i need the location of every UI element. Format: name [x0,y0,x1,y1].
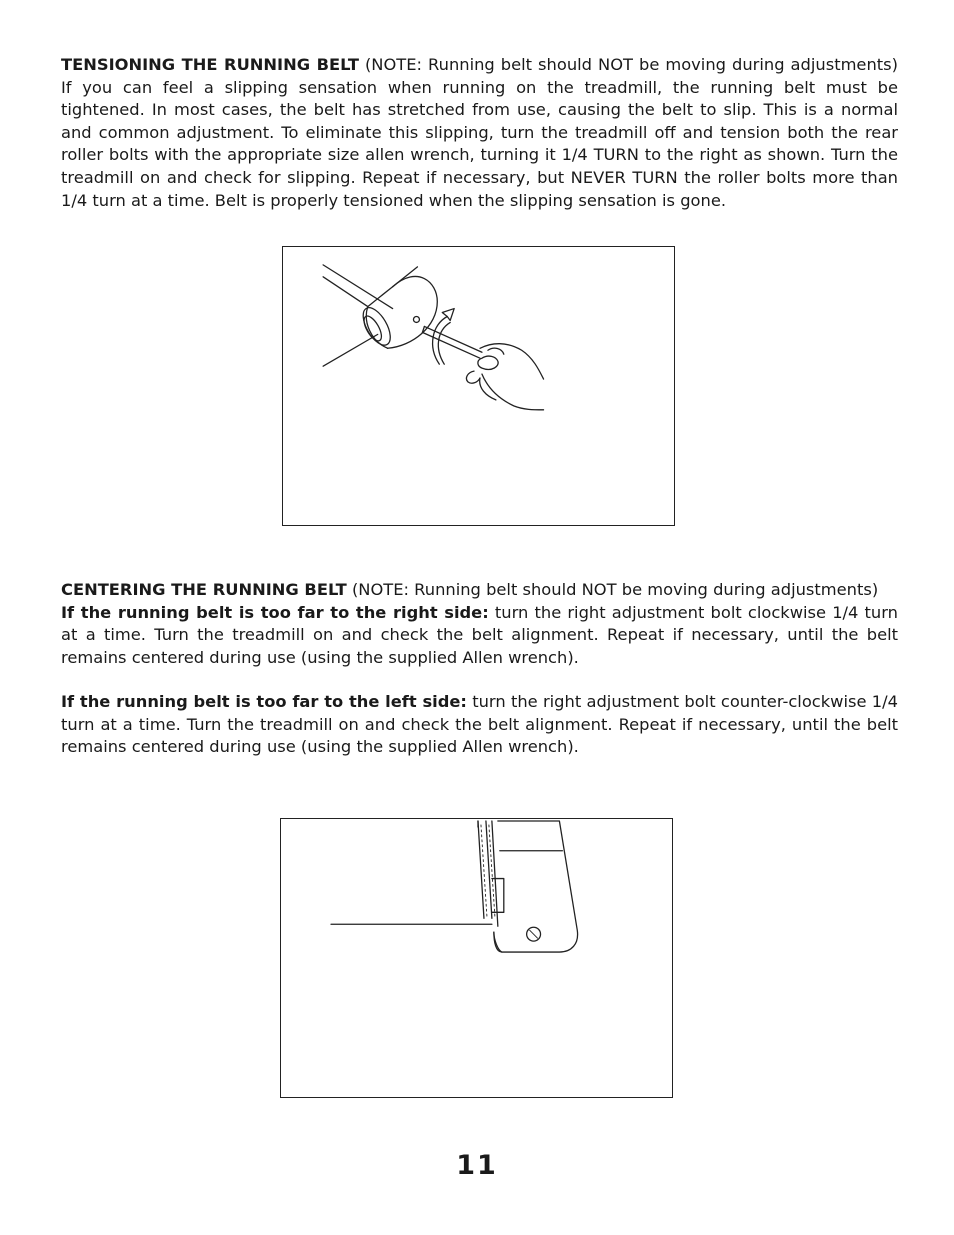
tensioning-note: (NOTE: Running belt should NOT be moving during adjustments) [364,55,898,74]
centering-heading-line [61,579,898,602]
centering-heading: CENTERING THE RUNNING BELT [61,580,347,599]
tensioning-body: If you can feel a slipping sensation when running on the treadmill, the running belt must be tightened. In most cases, the belt has stretched from use, causing the belt to slip. This is a normal and common adjustment. To eliminate this slipping, turn the treadmill off and tension both the rear roller bolts with the appropriate size allen wrench, turning it 1/4 TURN to the right as shown. Turn the treadmill on and check for slipping. Repeat if necessary, but NEVER TURN the roller bolts more than 1/4 turn at a time. Belt is properly tensioned when the slipping sensation is gone. [61,77,898,210]
centering-illustration [280,818,673,1098]
left-side-paragraph [61,691,898,759]
left-side-label: If the running belt is too far to the left side: [61,692,467,711]
tensioning-heading: TENSIONING THE RUNNING BELT [61,55,359,74]
tensioning-section [61,54,898,212]
right-side-paragraph [61,602,898,670]
tensioning-paragraph [61,54,898,212]
right-side-body: turn the right adjustment bolt clockwise 1/4 turn at a time. Turn the treadmill on and check the belt alignment. Repeat if necessary, until the belt remains centered during use (using the supplied Allen wrench). [61,602,898,667]
left-side-body: turn the right adjustment bolt counter-clockwise 1/4 turn at a time. Turn the treadmill on and check the belt alignment. Repeat if necessary, until the belt remains centered during use (using the supplied Allen wrench). [61,692,898,757]
centering-section [61,579,898,669]
left-side-section [61,691,898,759]
centering-note: (NOTE: Running belt should NOT be moving during adjustments) [351,580,879,599]
tensioning-illustration [282,246,675,526]
belt-end-cap-drawing [281,819,672,1097]
roller-and-wrench-drawing [283,247,674,525]
page-number: 11 [456,1150,498,1181]
right-side-label: If the running belt is too far to the right side: [61,602,489,622]
